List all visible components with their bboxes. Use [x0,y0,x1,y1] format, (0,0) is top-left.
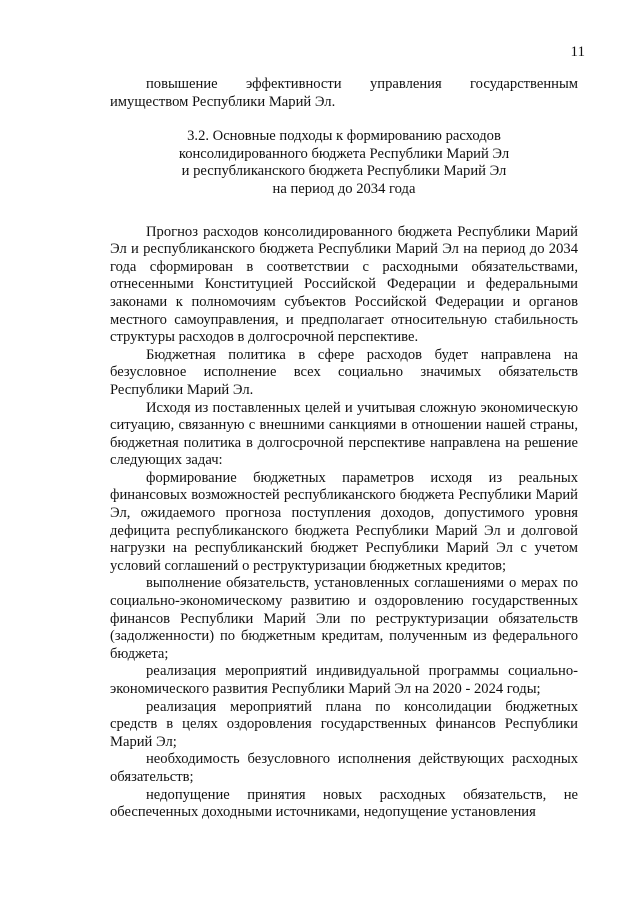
section-heading-line-2: консолидированного бюджета Республики Марий Эл [178,145,510,162]
section-heading [110,128,578,198]
section-heading-line-4: на период до 2034 года [272,180,416,197]
paragraph-task-execution: необходимость безусловного исполнения действующих расходных обязательств; [110,751,578,785]
intro-paragraph: повышение эффективности управления государственным имуществом Республики Марий Эл. [110,76,578,110]
section-heading-line-3: и республиканского бюджета Республики Марий Эл [181,163,507,180]
section-heading-line-1: 3.2. Основные подходы к формированию расходов [187,128,501,145]
paragraph-forecast: Прогноз расходов консолидированного бюджета Республики Марий Эл и республиканского бюджета Республики Марий Эл на период до 2034 года сформирован в соответствии с расходными обязательствами, отнесенными Конституцией Российской Федерации и федеральными законами к полномочиям субъектов Российской Федерации и органов местного самоуправления, и предполагает относительную стабильность структуры расходов в долгосрочной перспективе. [110,223,578,346]
page-number: 11 [570,44,585,60]
paragraph-task-individual-program: реализация мероприятий индивидуальной программы социально-экономического развития Республики Марий Эл на 2020 - 2024 годы; [110,663,578,697]
paragraph-task-no-new-obligations: недопущение принятия новых расходных обязательств, не обеспеченных доходными источниками, недопущение установления [110,786,578,821]
paragraph-budget-policy: Бюджетная политика в сфере расходов будет направлена на безусловное исполнение всех социально значимых обязательств Республики Марий Эл. [110,346,578,398]
paragraph-task-budget-parameters: формирование бюджетных параметров исходя из реальных финансовых возможностей республиканского бюджета Республики Марий Эл, ожидаемого прогноза поступления доходов, допустимого уровня дефицита республиканского бюджета Республики Марий Эл и долговой нагрузки на республиканский бюджет Республики Марий Эл с учетом условий соглашений о реструктуризации бюджетных кредитов; [110,469,578,574]
paragraph-task-obligations: выполнение обязательств, установленных соглашениями о мерах по социально-экономическому развитию и оздоровлению государственных финансов Республики Марий Эли по реструктуризации обязательств (задолженности) по бюджетным кредитам, полученным из федерального бюджета; [110,575,578,662]
document-body [110,76,578,822]
paragraph-task-consolidation-plan: реализация мероприятий плана по консолидации бюджетных средств в целях оздоровления государственных финансов Республики Марий Эл; [110,698,578,750]
paragraph-tasks-intro: Исходя из поставленных целей и учитывая сложную экономическую ситуацию, связанную с внешними санкциями в отношении нашей страны, бюджетная политика в долгосрочной перспективе направлена на решение следующих задач: [110,399,578,469]
